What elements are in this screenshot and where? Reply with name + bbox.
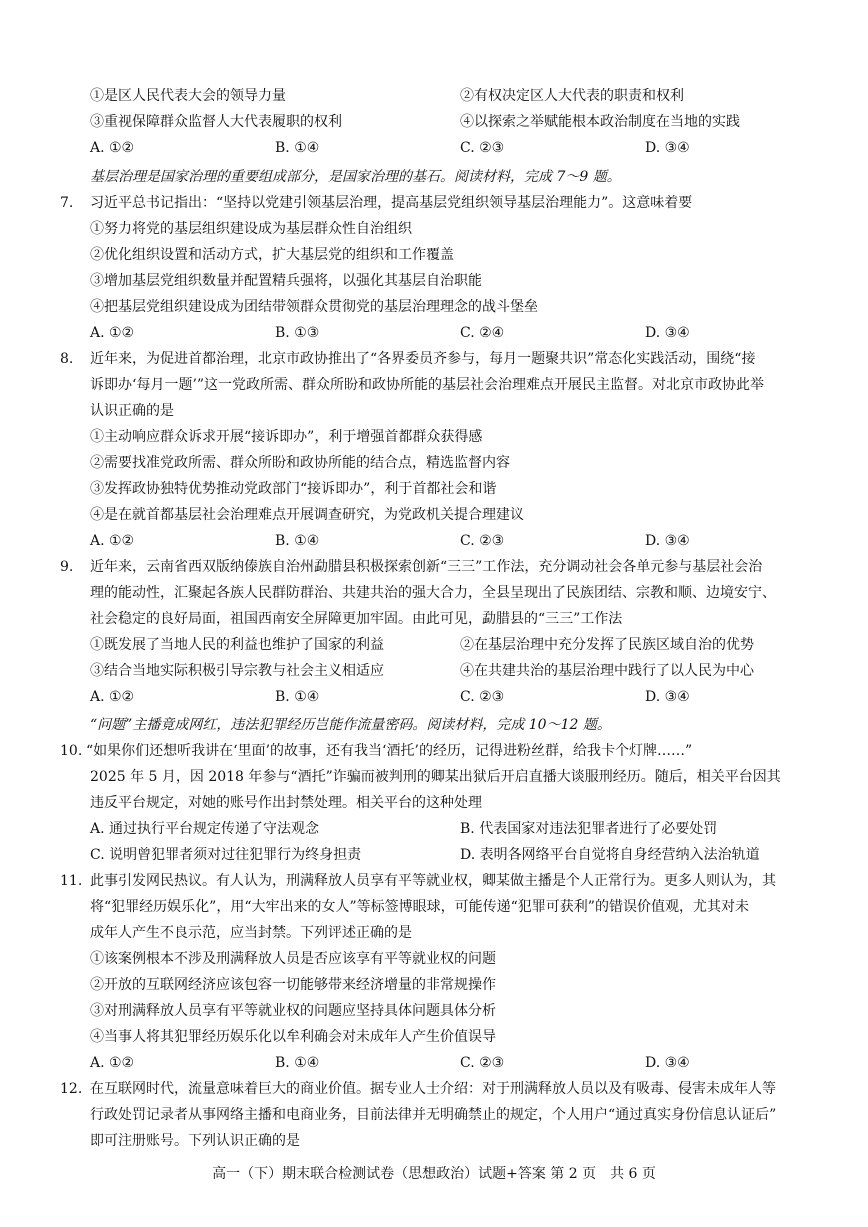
q8-stem-row	[0, 372, 868, 398]
q7-number: 7.	[60, 195, 74, 211]
q10-stem-row	[0, 738, 868, 764]
q11-stem-line-2: 将“犯罪经历娱乐化”，用“大牢出来的女人”等标签博眼球，可能传递“犯罪可获利”的错误价值观，尤其对未	[90, 899, 749, 915]
q6-answer-d: D. ③④	[645, 140, 690, 156]
q11-answer-d: D. ③④	[645, 1055, 690, 1071]
q7-option-2: ②优化组织设置和活动方式，扩大基层党的组织和工作覆盖	[90, 247, 454, 263]
q8-option-4: ④是在就首都基层社会治理难点开展调查研究，为党政机关提合理建议	[90, 507, 524, 523]
q11-answer-row	[0, 1050, 868, 1076]
q7-option-row	[0, 216, 868, 242]
q9-number: 9.	[60, 559, 74, 575]
q10-stem-line-2: 2025 年 5 月，因 2018 年参与“酒托”诈骗而被判刑的卿某出狱后开启直播大谈服刑经历。随后，相关平台因其	[90, 769, 781, 785]
q7-option-row	[0, 294, 868, 320]
q10-stem-line-3: 违反平台规定，对她的账号作出封禁处理。相关平台的这种处理	[90, 795, 482, 811]
q8-answer-c: C. ②③	[460, 533, 505, 549]
q9-option-row	[0, 632, 868, 658]
q10-stem-line-1: “如果你们还想听我讲在‘里面’的故事，还有我当‘酒托’的经历，记得进粉丝群，给我卡个灯牌……”	[86, 743, 693, 759]
q9-answer-b: B. ①④	[275, 689, 320, 705]
q11-stem-row	[0, 894, 868, 920]
q7-answer-row	[0, 320, 868, 346]
q6-option-2: ②有权决定区人大代表的职责和权利	[460, 88, 684, 104]
q9-option-row	[0, 658, 868, 684]
q8-answer-d: D. ③④	[645, 533, 690, 549]
q11-option-3: ③对刑满释放人员享有平等就业权的问题应坚持具体问题具体分析	[90, 1003, 496, 1019]
q10-option-d: D. 表明各网络平台自觉将自身经营纳入法治轨道	[460, 847, 760, 863]
q10-number: 10.	[60, 743, 83, 759]
q9-option-2: ②在基层治理中充分发挥了民族区域自治的优势	[460, 637, 754, 653]
q8-stem-line-1: 近年来，为促进首都治理，北京市政协推出了“各界委员齐参与，每月一题聚共识”常态化实践活动，围绕“接	[90, 351, 756, 367]
q8-option-row	[0, 502, 868, 528]
q11-answer-b: B. ①④	[275, 1055, 320, 1071]
q12-number: 12.	[60, 1081, 83, 1097]
q12-stem-line-2: 行政处罚记录者从事网络主播和电商业务，目前法律并无明确禁止的规定，个人用户“通过真实身份信息认证后”	[90, 1107, 777, 1123]
q7-stem-row	[0, 190, 868, 216]
q12-stem-row	[0, 1076, 868, 1102]
q7-answer-b: B. ①③	[275, 325, 320, 341]
q8-stem-line-3: 认识正确的是	[90, 403, 174, 419]
q9-stem-row	[0, 606, 868, 632]
q11-option-row	[0, 946, 868, 972]
q9-option-1: ①既发展了当地人民的利益也维护了国家的利益	[90, 637, 384, 653]
q9-answer-d: D. ③④	[645, 689, 690, 705]
q11-option-2: ②开放的互联网经济应该包容一切能够带来经济增量的非常规操作	[90, 977, 496, 993]
q9-answer-c: C. ②③	[460, 689, 505, 705]
q9-option-4: ④在共建共治的基层治理中践行了以人民为中心	[460, 663, 754, 679]
q8-answer-row	[0, 528, 868, 554]
q8-option-2: ②需要找准党政所需、群众所盼和政协所能的结合点，精选监督内容	[90, 455, 510, 471]
q8-option-row	[0, 424, 868, 450]
q11-option-4: ④当事人将其犯罪经历娱乐化以牟利确会对未成年人产生价值误导	[90, 1029, 496, 1045]
q11-option-row	[0, 972, 868, 998]
q8-stem-row	[0, 346, 868, 372]
q10-option-c: C. 说明曾犯罪者须对过往犯罪行为终身担责	[90, 847, 362, 863]
q6-answer-a: A. ①②	[90, 140, 135, 156]
q11-option-row	[0, 1024, 868, 1050]
q11-answer-c: C. ②③	[460, 1055, 505, 1071]
q9-stem-line-3: 社会稳定的良好局面，祖国西南安全屏障更加牢固。由此可见，勐腊县的“三三”工作法	[90, 611, 623, 627]
q10-stem-row	[0, 764, 868, 790]
q8-option-row	[0, 450, 868, 476]
q10-option-a: A. 通过执行平台规定传递了守法观念	[90, 821, 320, 837]
q6-answer-row	[0, 135, 868, 161]
q9-option-3: ③结合当地实际积极引导宗教与社会主义相适应	[90, 663, 384, 679]
q7-option-row	[0, 268, 868, 294]
q11-stem-line-1: 此事引发网民热议。有人认为，刑满释放人员享有平等就业权，卿某做主播是个人正常行为。更多人则认为，其	[90, 873, 776, 889]
q11-stem-line-3: 成年人产生不良示范，应当封禁。下列评述正确的是	[90, 925, 412, 941]
q8-stem-row	[0, 398, 868, 424]
q11-option-1: ①该案例根本不涉及刑满释放人员是否应该享有平等就业权的问题	[90, 951, 496, 967]
page-footer: 高一（下）期末联合检测试卷（思想政治）试题+答案 第 2 页 共 6 页	[212, 1166, 656, 1182]
q9-stem-row	[0, 554, 868, 580]
intro-text: “问题”主播竟成网红，违法犯罪经历岂能作流量密码。阅读材料，完成 10～12 题。	[90, 717, 611, 733]
q7-option-3: ③增加基层党组织数量并配置精兵强将，以强化其基层自治职能	[90, 273, 482, 289]
q10-option-row	[0, 842, 868, 868]
q9-answer-a: A. ①②	[90, 689, 135, 705]
q11-stem-row	[0, 868, 868, 894]
q8-option-3: ③发挥政协独特优势推动党政部门“接诉即办”，利于首都社会和谐	[90, 481, 497, 497]
q12-stem-line-1: 在互联网时代，流量意味着巨大的商业价值。据专业人士介绍：对于刑满释放人员以及有吸毒、侵害未成年人等	[90, 1081, 776, 1097]
q7-option-1: ①努力将党的基层组织建设成为基层群众性自治组织	[90, 221, 412, 237]
q7-answer-c: C. ②④	[460, 325, 505, 341]
section-intro-10-12	[0, 712, 868, 738]
q9-stem-row	[0, 580, 868, 606]
q9-stem-line-1: 近年来，云南省西双版纳傣族自治州勐腊县积极探索创新“三三”工作法，充分调动社会各单元参与基层社会治	[90, 559, 763, 575]
q12-stem-line-3: 即可注册账号。下列认识正确的是	[90, 1133, 300, 1149]
q11-number: 11.	[60, 873, 83, 889]
q8-number: 8.	[60, 351, 74, 367]
q8-option-row	[0, 476, 868, 502]
q6-answer-b: B. ①④	[275, 140, 320, 156]
q6-option-4: ④以探索之举赋能根本政治制度在当地的实践	[460, 114, 740, 130]
q6-option-1: ①是区人民代表大会的领导力量	[90, 88, 286, 104]
q7-option-4: ④把基层党组织建设成为团结带领群众贯彻党的基层治理理念的战斗堡垒	[90, 299, 538, 315]
q11-option-row	[0, 998, 868, 1024]
q8-answer-a: A. ①②	[90, 533, 135, 549]
q6-answer-c: C. ②③	[460, 140, 505, 156]
q7-stem: 习近平总书记指出：“坚持以党建引领基层治理，提高基层党组织领导基层治理能力”。这意味着要	[90, 195, 693, 211]
q6-option-row	[0, 109, 868, 135]
q9-answer-row	[0, 684, 868, 710]
q11-answer-a: A. ①②	[90, 1055, 135, 1071]
q10-option-row	[0, 816, 868, 842]
q6-option-3: ③重视保障群众监督人大代表履职的权利	[90, 114, 342, 130]
q7-option-row	[0, 242, 868, 268]
intro-text: 基层治理是国家治理的重要组成部分，是国家治理的基石。阅读材料，完成 7～9 题。	[90, 169, 621, 185]
q7-answer-d: D. ③④	[645, 325, 690, 341]
q11-stem-row	[0, 920, 868, 946]
q7-answer-a: A. ①②	[90, 325, 135, 341]
q9-stem-line-2: 理的能动性，汇聚起各族人民群防群治、共建共治的强大合力，全县呈现出了民族团结、宗教和顺、边境安宁、	[90, 585, 776, 601]
q8-stem-line-2: 诉即办‘每月一题’”这一党政所需、群众所盼和政协所能的基层社会治理难点开展民主监督。对北京市政协此举	[90, 377, 765, 393]
q10-stem-row	[0, 790, 868, 816]
section-intro-7-9	[0, 164, 868, 190]
q6-option-row	[0, 83, 868, 109]
q8-answer-b: B. ①④	[275, 533, 320, 549]
q12-stem-row	[0, 1102, 868, 1128]
q12-stem-row	[0, 1128, 868, 1154]
q8-option-1: ①主动响应群众诉求开展“接诉即办”，利于增强首都群众获得感	[90, 429, 483, 445]
q10-option-b: B. 代表国家对违法犯罪者进行了必要处罚	[460, 821, 718, 837]
